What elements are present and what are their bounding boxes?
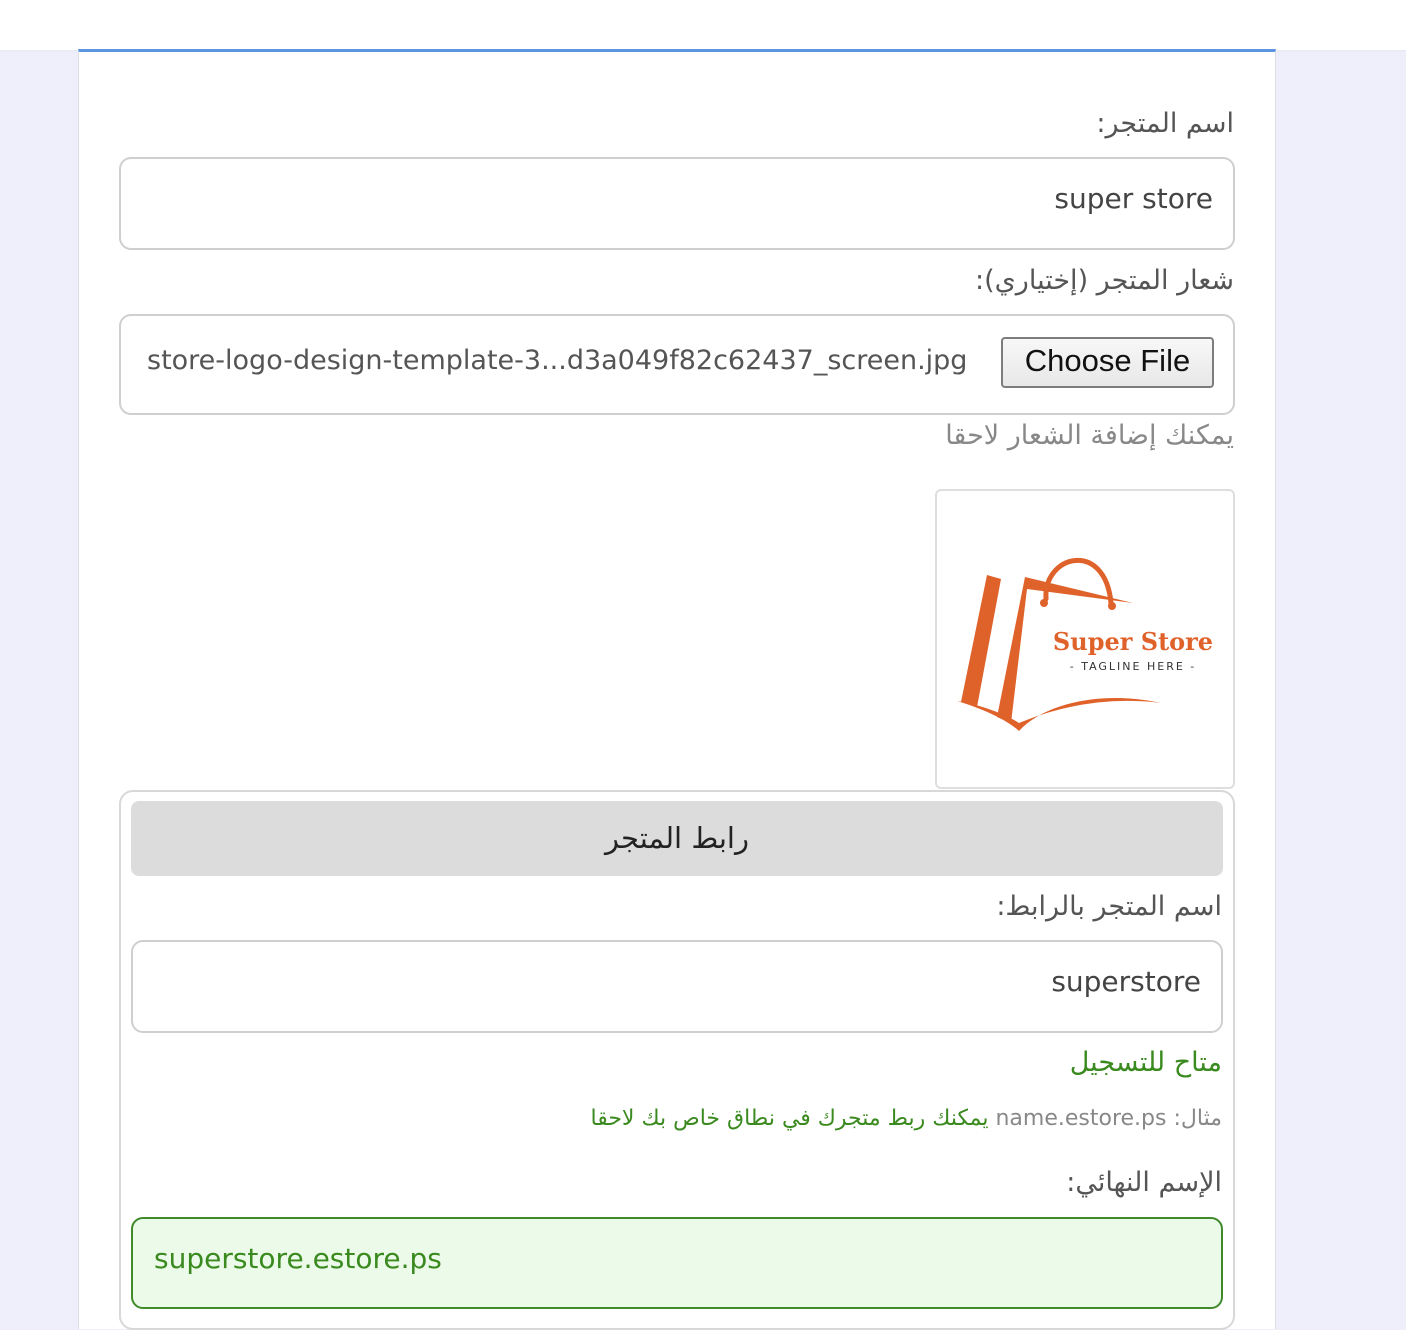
- example-domain: name.estore.ps: [995, 1106, 1167, 1131]
- store-name-input[interactable]: [119, 157, 1235, 250]
- choose-file-button[interactable]: Choose File: [1001, 337, 1214, 388]
- store-link-header: رابط المتجر: [131, 801, 1223, 876]
- example-prefix: مثال:: [1173, 1106, 1222, 1131]
- logo-label: شعار المتجر (إختياري):: [975, 265, 1234, 296]
- store-slug-input[interactable]: [131, 940, 1223, 1033]
- logo-brand-text: Super Store: [1052, 627, 1214, 656]
- example-note: يمكنك ربط متجرك في نطاق خاص بك لاحقا: [590, 1106, 989, 1131]
- final-domain-box: [131, 1217, 1223, 1309]
- store-name-label: اسم المتجر:: [1096, 108, 1234, 139]
- final-name-label: الإسم النهائي:: [1066, 1167, 1222, 1198]
- logo-preview: [935, 489, 1235, 789]
- logo-tagline: - TAGLINE HERE -: [1069, 660, 1197, 673]
- top-bar: [0, 0, 1406, 50]
- logo-hint: يمكنك إضافة الشعار لاحقا: [945, 420, 1234, 451]
- store-slug-value: superstore: [1051, 965, 1201, 998]
- store-name-value: super store: [1054, 182, 1213, 215]
- final-domain-value: superstore.estore.ps: [154, 1242, 442, 1275]
- availability-status: متاح للتسجيل: [1069, 1047, 1222, 1078]
- example-line: [590, 1106, 1222, 1131]
- store-slug-label: اسم المتجر بالرابط:: [996, 891, 1222, 922]
- shopping-bag-icon: [937, 491, 1233, 787]
- logo-file-input[interactable]: [119, 314, 1235, 415]
- selected-file-name: store-logo-design-template-3...d3a049f82c62437_screen.jpg: [147, 345, 968, 376]
